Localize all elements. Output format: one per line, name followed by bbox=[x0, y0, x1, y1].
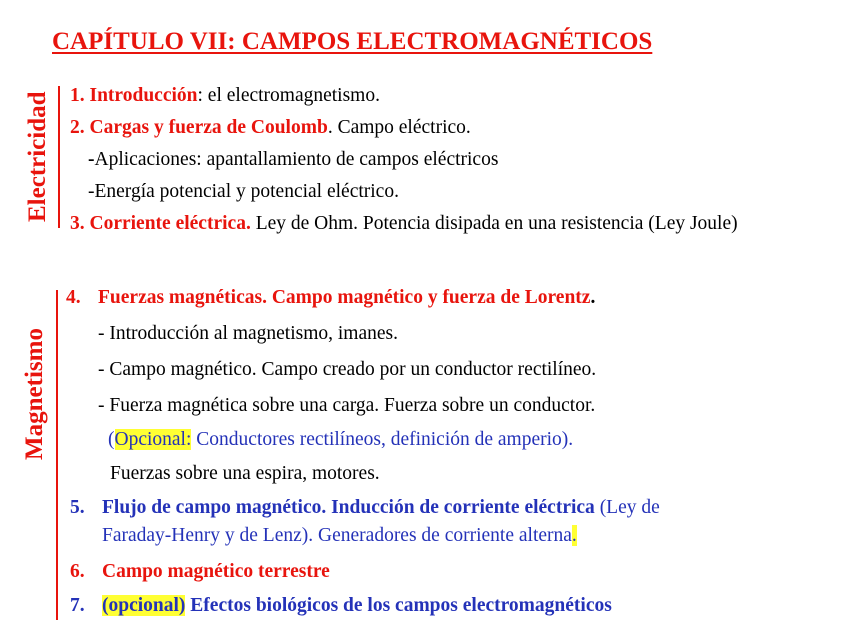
item-2-title: Cargas y fuerza de Coulomb bbox=[89, 117, 328, 138]
item-4-sub-3-text: - Fuerza magnética sobre una carga. Fuerza sobre un conductor. bbox=[98, 395, 596, 416]
list-item-7 bbox=[70, 594, 612, 618]
list-item-4-sub-3 bbox=[98, 394, 595, 418]
item-7-number: 7. bbox=[70, 595, 85, 616]
item-5-title: Flujo de campo magnético. Inducción de corriente eléctrica bbox=[102, 497, 595, 518]
section-label-magnetismo: Magnetismo bbox=[21, 328, 48, 460]
item-2-sub-1-text: Aplicaciones: apantallamiento de campos eléctricos bbox=[94, 149, 499, 170]
item-4-number: 4. bbox=[66, 287, 81, 308]
item-4-title: Fuerzas magnéticas. Campo magnético y fuerza de Lorentz bbox=[98, 287, 591, 308]
list-item-3 bbox=[70, 212, 738, 236]
section-label-electricidad: Electricidad bbox=[24, 91, 51, 222]
item-5-dot: . bbox=[571, 525, 577, 546]
item-1-title: Introducción bbox=[89, 85, 198, 106]
item-4-opt-text: Conductores rectilíneos, definición de amperio). bbox=[191, 429, 574, 450]
list-item-5 bbox=[70, 496, 660, 520]
item-1-text: : el electromagnetismo. bbox=[197, 85, 380, 106]
item-3-text: Ley de Ohm. Potencia disipada en una resistencia (Ley Joule) bbox=[250, 213, 738, 234]
list-item-2 bbox=[70, 116, 471, 140]
section-divider-magnetismo bbox=[56, 290, 58, 620]
item-3-title: Corriente eléctrica. bbox=[89, 213, 251, 234]
item-4-sub-2-text: - Campo magnético. Campo creado por un conductor rectilíneo. bbox=[98, 359, 597, 380]
item-3-number: 3. bbox=[70, 213, 85, 234]
list-item-4-sub-2 bbox=[98, 358, 596, 382]
list-item-6 bbox=[70, 560, 330, 584]
item-6-number: 6. bbox=[70, 561, 85, 582]
item-4-opt-label: Opcional: bbox=[114, 429, 192, 450]
list-item-1 bbox=[70, 84, 380, 108]
item-5-number: 5. bbox=[70, 497, 85, 518]
item-4-sub-1-text: - Introducción al magnetismo, imanes. bbox=[98, 323, 399, 344]
item-2-sub-1-dash: - bbox=[88, 149, 95, 170]
list-item-4-optional bbox=[108, 428, 573, 452]
page-title: CAPÍTULO VII: CAMPOS ELECTROMAGNÉTICOS bbox=[52, 28, 653, 55]
list-item-2-sub-2 bbox=[88, 180, 399, 204]
item-5-text: (Ley de bbox=[594, 497, 660, 518]
list-item-2-sub-1 bbox=[88, 148, 498, 172]
item-2-sub-2-text: -Energía potencial y potencial eléctrico. bbox=[88, 181, 399, 202]
item-4-sub-4-text: Fuerzas sobre una espira, motores. bbox=[110, 463, 380, 484]
item-2-number: 2. bbox=[70, 117, 85, 138]
item-4-dot: . bbox=[590, 287, 596, 308]
item-7-opt-label: (opcional) bbox=[102, 595, 186, 616]
item-1-number: 1. bbox=[70, 85, 85, 106]
item-7-title: Efectos biológicos de los campos electromagnéticos bbox=[185, 595, 612, 616]
list-item-4-sub-4 bbox=[110, 462, 380, 486]
item-2-text: . Campo eléctrico. bbox=[327, 117, 471, 138]
item-6-title: Campo magnético terrestre bbox=[102, 561, 330, 582]
item-5-line-2-text: Faraday-Henry y de Lenz). Generadores de corriente alterna bbox=[102, 525, 572, 546]
list-item-4-sub-1 bbox=[98, 322, 398, 346]
item-4-opt-paren: ( bbox=[108, 429, 115, 450]
list-item-5-line-2 bbox=[102, 524, 577, 548]
section-divider-electricidad bbox=[58, 86, 60, 228]
list-item-4 bbox=[66, 286, 595, 310]
